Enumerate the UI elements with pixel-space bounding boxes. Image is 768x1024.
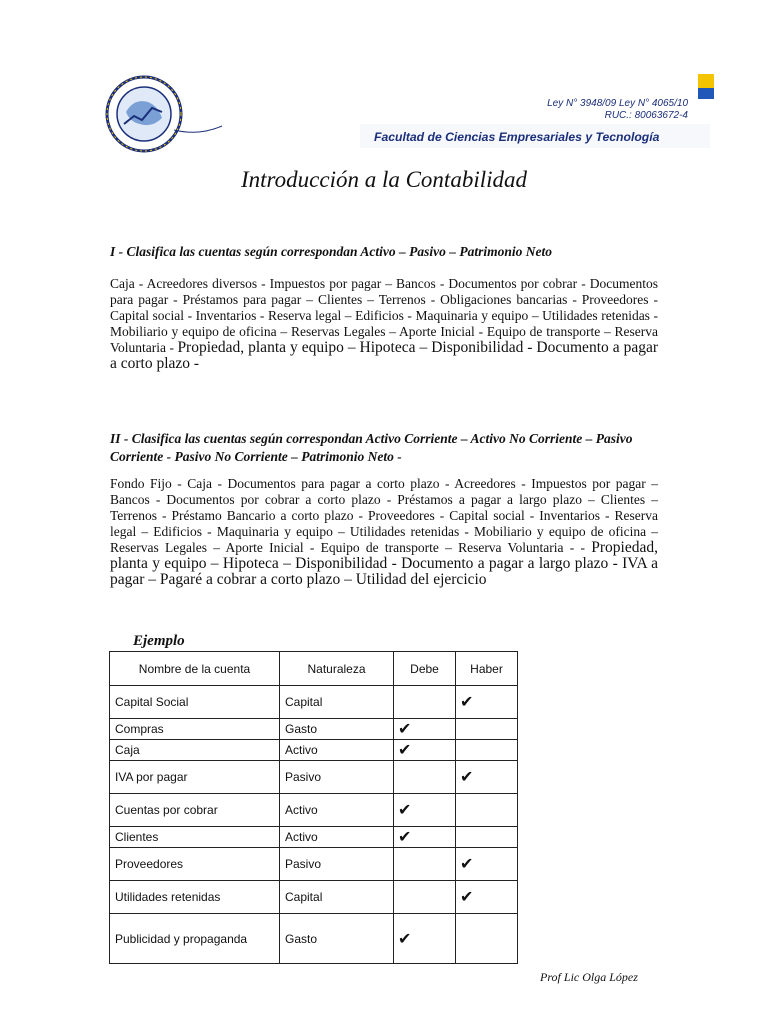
cell-cuenta: Capital Social [110,686,280,719]
cell-cuenta: Proveedores [110,848,280,881]
section2-heading: II - Clasifica las cuentas según correspondan Activo Corriente – Activo No Corriente – Pasivo Corriente - Pasivo No Corriente – Patrimonio Neto - [110,431,633,464]
cell-debe [394,761,456,794]
cell-cuenta: Caja [110,740,280,761]
teacher-signature: Prof Lic Olga López [540,970,638,984]
cell-naturaleza: Activo [280,827,394,848]
cell-naturaleza: Activo [280,794,394,827]
page-title: Introducción a la Contabilidad [241,167,527,192]
cell-naturaleza: Pasivo [280,848,394,881]
cell-haber: ✔ [456,761,518,794]
section2-accounts [110,476,658,588]
university-logo [104,74,224,154]
section2-text-large: Propiedad, planta y equipo – Hipoteca – Disponibilidad - Documento a pagar a largo plazo - IVA a pagar – Pagaré a cobrar a corto plazo – Utilidad del ejercicio [110,539,658,588]
cell-debe: ✔ [394,914,456,964]
cell-debe [394,848,456,881]
header-naturaleza: Naturaleza [280,652,394,686]
cell-cuenta: IVA por pagar [110,761,280,794]
cell-naturaleza: Pasivo [280,761,394,794]
cell-haber [456,914,518,964]
faculty-name: Facultad de Ciencias Empresariales y Tecnología [374,130,660,144]
cell-debe: ✔ [394,740,456,761]
cell-haber: ✔ [456,848,518,881]
cell-haber [456,719,518,740]
cell-cuenta: Compras [110,719,280,740]
law-info [516,98,688,122]
cell-haber [456,827,518,848]
example-table [109,651,518,964]
cell-naturaleza: Gasto [280,914,394,964]
header-debe: Debe [394,652,456,686]
section2-text: Fondo Fijo - Caja - Documentos para pagar a corto plazo - Acreedores - Impuestos por pagar – Bancos - Documentos por cobrar a corto plazo - Préstamos a pagar a largo plazo – Clientes – Terrenos - Préstamo Bancario a corto plazo - Proveedores - Capital social - Inventarios - Reserva legal – Edificios - Maquinaria y equipo – Utilidades retenidas - Mobiliario y equipo de oficina – Reservas Legales – Aporte Inicial - Equipo de transporte – Reserva Voluntaria - - [110,476,658,555]
cell-naturaleza: Gasto [280,719,394,740]
cell-naturaleza: Capital [280,881,394,914]
table-header-row [110,652,518,686]
table-row [110,719,518,740]
section1-heading: I - Clasifica las cuentas según correspondan Activo – Pasivo – Patrimonio Neto [110,244,553,259]
law-numbers: Ley N° 3948/09 Ley N° 4065/10 [547,98,688,109]
cell-debe [394,881,456,914]
table-row [110,848,518,881]
cell-debe: ✔ [394,794,456,827]
cell-haber [456,740,518,761]
table-row [110,914,518,964]
example-label: Ejemplo [133,633,185,649]
cell-naturaleza: Capital [280,686,394,719]
cell-debe: ✔ [394,719,456,740]
table-row [110,761,518,794]
header-cuenta: Nombre de la cuenta [110,652,280,686]
section1-text-large: Propiedad, planta y equipo – Hipoteca – Disponibilidad - Documento a pagar a corto plazo - [110,339,658,372]
yellow-accent-square [698,74,714,88]
cell-cuenta: Cuentas por cobrar [110,794,280,827]
cell-cuenta: Publicidad y propaganda [110,914,280,964]
cell-haber: ✔ [456,686,518,719]
cell-cuenta: Clientes [110,827,280,848]
cell-cuenta: Utilidades retenidas [110,881,280,914]
cell-debe [394,686,456,719]
table-row [110,686,518,719]
table-row [110,740,518,761]
header-haber: Haber [456,652,518,686]
table-row [110,827,518,848]
cell-naturaleza: Activo [280,740,394,761]
cell-debe: ✔ [394,827,456,848]
ruc-number: RUC.: 80063672-4 [604,110,688,121]
cell-haber: ✔ [456,881,518,914]
cell-haber [456,794,518,827]
table-row [110,794,518,827]
section1-accounts [110,276,658,372]
table-row [110,881,518,914]
blue-accent-square [698,88,714,99]
section1-text: Caja - Acreedores diversos - Impuestos por pagar – Bancos - Documentos por cobrar - Documentos para pagar - Préstamos para pagar – Clientes – Terrenos - Obligaciones bancarias - Proveedores - Capital social - Inventarios - Reserva legal – Edificios - Maquinaria y equipo – Utilidades retenidas - Mobiliario y equipo de oficina – Reservas Legales – Aporte Inicial - Equipo de transporte – Reserva Voluntaria - [110,276,658,355]
